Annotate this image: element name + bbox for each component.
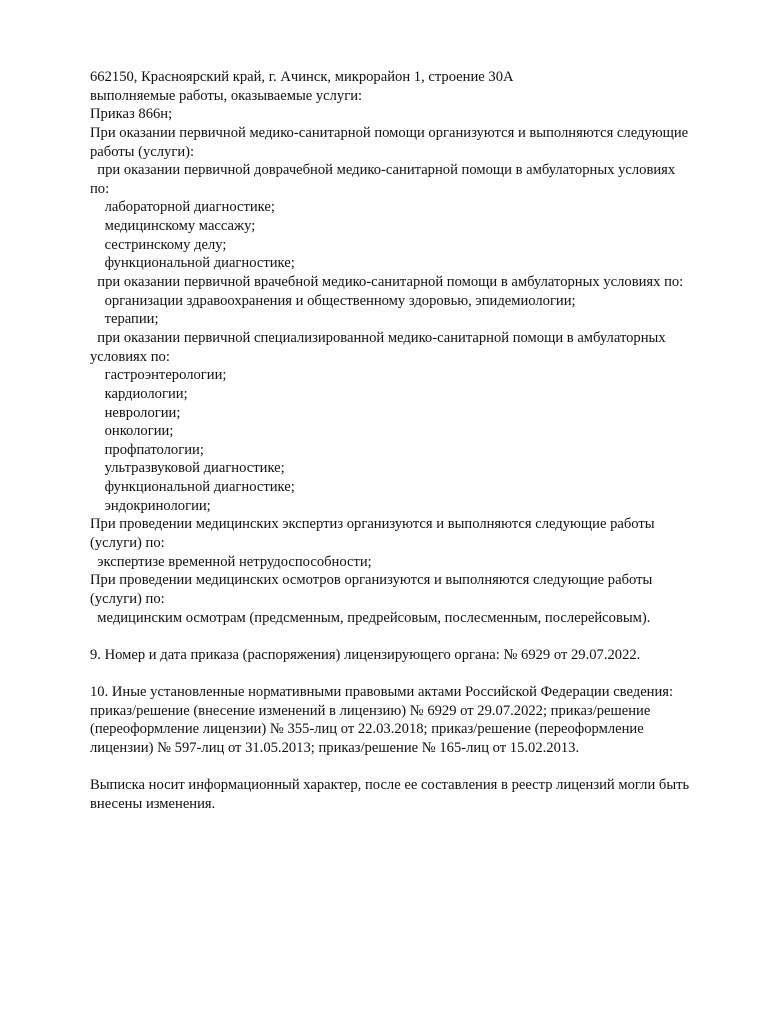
text-line: 662150, Красноярский край, г. Ачинск, микрорайон 1, строение 30А xyxy=(90,69,514,85)
text-line: экспертизе временной нетрудоспособности; xyxy=(90,553,372,570)
text-line: сестринскому делу; xyxy=(90,236,227,253)
text-line: по: xyxy=(90,180,110,197)
text-line: работы (услуги): xyxy=(90,143,195,160)
text-line: организации здравоохранения и общественному здоровью, эпидемиологии; xyxy=(90,292,576,309)
text-line: ультразвуковой диагностике; xyxy=(90,460,285,477)
text-line: медицинскому массажу; xyxy=(90,218,256,235)
blank-line xyxy=(90,665,730,684)
text-line: выполняемые работы, оказываемые услуги: xyxy=(90,87,363,104)
text-line: гастроэнтерологии; xyxy=(90,367,227,384)
text-line: условиях по: xyxy=(90,348,170,365)
text-line: лицензии) № 597-лиц от 31.05.2013; приказ/решение № 165-лиц от 15.02.2013. xyxy=(90,740,580,757)
text-line: лабораторной диагностике; xyxy=(90,199,275,216)
text-line: Приказ 866н; xyxy=(90,106,173,123)
text-line: При проведении медицинских осмотров организуются и выполняются следующие работы xyxy=(90,572,653,589)
text-line: при оказании первичной врачебной медико-санитарной помощи в амбулаторных условиях по: xyxy=(90,274,684,291)
blank-line xyxy=(90,758,730,777)
text-line: терапии; xyxy=(90,311,159,328)
text-line: (переоформление лицензии) № 355-лиц от 22.03.2018; приказ/решение (переоформление xyxy=(90,721,644,738)
text-line: при оказании первичной доврачебной медико-санитарной помощи в амбулаторных условиях xyxy=(90,162,676,179)
text-line: При проведении медицинских экспертиз организуются и выполняются следующие работы xyxy=(90,516,655,533)
text-line: кардиологии; xyxy=(90,385,188,402)
text-line: эндокринологии; xyxy=(90,497,211,514)
text-line: функциональной диагностике; xyxy=(90,479,295,496)
text-line: приказ/решение (внесение изменений в лицензию) № 6929 от 29.07.2022; приказ/решение xyxy=(90,702,651,719)
text-line: неврологии; xyxy=(90,404,181,421)
text-line: медицинским осмотрам (предсменным, предрейсовым, послесменным, послерейсовым). xyxy=(90,609,651,626)
text-line: 9. Номер и дата приказа (распоряжения) лицензирующего органа: № 6929 от 29.07.2022. xyxy=(90,646,641,663)
text-line: 10. Иные установленные нормативными правовыми актами Российской Федерации сведения: xyxy=(90,684,674,701)
text-line: при оказании первичной специализированной медико-санитарной помощи в амбулаторных xyxy=(90,329,666,346)
text-line: внесены изменения. xyxy=(90,795,216,812)
text-line: профпатологии; xyxy=(90,441,204,458)
text-line: онкологии; xyxy=(90,423,174,440)
blank-line xyxy=(90,627,730,646)
text-line: (услуги) по: xyxy=(90,535,165,552)
document-page xyxy=(90,68,730,814)
text-line: функциональной диагностике; xyxy=(90,255,295,272)
text-line: Выписка носит информационный характер, после ее составления в реестр лицензий могли быть xyxy=(90,777,690,794)
text-line: При оказании первичной медико-санитарной помощи организуются и выполняются следующие xyxy=(90,124,689,141)
text-line: (услуги) по: xyxy=(90,590,165,607)
